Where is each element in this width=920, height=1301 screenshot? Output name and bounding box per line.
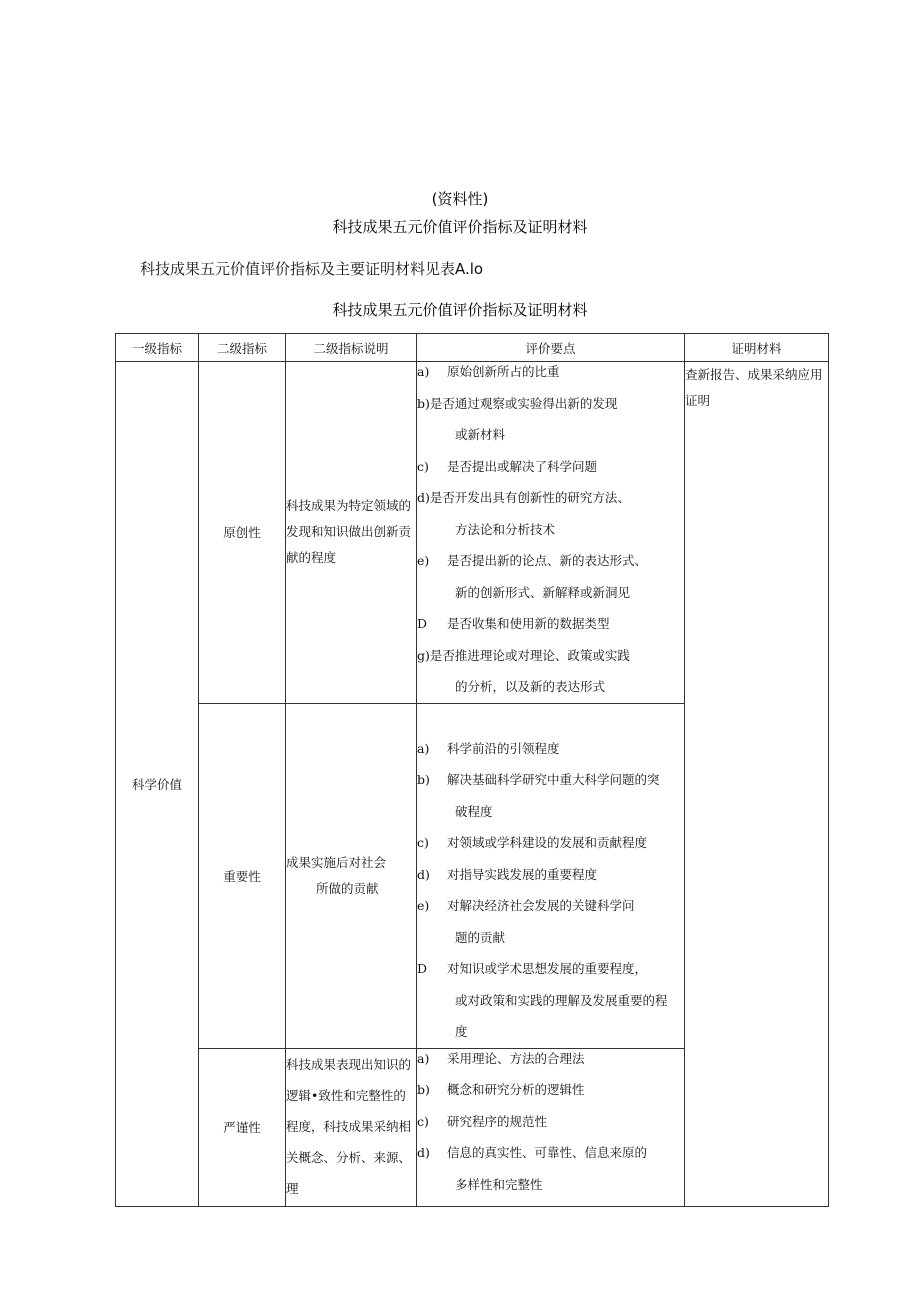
point-item: b) 概念和研究分析的逻辑性	[417, 1082, 585, 1097]
col-header-materials: 证明材料	[685, 334, 829, 362]
appendix-title: 科技成果五元价值评价指标及证明材料	[332, 218, 588, 236]
point-item: b) 解决基础科学研究中重大科学问题的突	[417, 772, 660, 787]
level2-description: 科技成果为特定领域的发现和知识做出创新贡献的程度	[286, 362, 417, 704]
point-continuation: 多样性和完整性	[455, 1176, 543, 1192]
point-continuation: 题的贡献	[455, 929, 506, 945]
evaluation-points	[417, 362, 685, 704]
table-title: 科技成果五元价值评价指标及证明材料	[332, 301, 588, 319]
level2-indicator: 原创性	[199, 362, 286, 704]
point-item: g) 是否推进理论或对理论、政策或实践	[417, 647, 630, 663]
col-header-description: 二级指标说明	[286, 334, 417, 362]
table-row	[116, 362, 829, 704]
col-header-level2: 二级指标	[199, 334, 286, 362]
point-item: D 对知识或学术思想发展的重要程度，	[417, 961, 648, 976]
point-item: b) 是否通过观察或实验得出新的发现	[417, 395, 618, 411]
col-header-level1: 一级指标	[116, 334, 199, 362]
level1-indicator: 科学价值	[116, 362, 199, 1207]
level2-description: 科技成果表现出知识的逻辑•致性和完整性的程度，科技成果采纳相关概念、分析、来源、理	[286, 1048, 417, 1206]
point-continuation: 破程度	[455, 803, 493, 819]
evidence-materials: 查新报告、成果采纳应用证明	[685, 362, 829, 1207]
point-item: e) 是否提出新的论点、新的表达形式、	[417, 553, 648, 568]
point-item: c) 是否提出或解决了科学问题	[417, 458, 598, 474]
point-continuation: 的分析，以及新的表达形式	[455, 679, 606, 694]
point-item: a) 科学前沿的引领程度	[417, 740, 560, 756]
level2-indicator: 重要性	[199, 703, 286, 1048]
intro-sentence: 科技成果五元价值评价指标及主要证明材料见表A.lo	[140, 260, 484, 278]
evaluation-points	[417, 703, 685, 1048]
appendix-label: (资料性)	[431, 190, 489, 208]
point-item: c) 对领域或学科建设的发展和贡献程度	[417, 835, 648, 850]
point-continuation: 或对政策和实践的理解及发展重要的程	[455, 992, 668, 1008]
col-header-points: 评价要点	[417, 334, 685, 362]
point-item: D 是否收集和使用新的数据类型	[417, 616, 610, 631]
point-continuation: 度	[455, 1024, 468, 1039]
point-item: d) 信息的真实性、可靠性、信息来原的	[417, 1145, 648, 1160]
point-item: a) 采用理论、方法的合理法	[417, 1050, 585, 1066]
indicator-table	[115, 333, 829, 1207]
point-item: c) 研究程序的规范性	[417, 1113, 548, 1129]
level2-indicator: 严谨性	[199, 1048, 286, 1206]
point-continuation: 方法论和分析技术	[455, 521, 556, 537]
point-item: e) 对解决经济社会发展的关键科学问	[417, 898, 635, 913]
level2-description: 成果实施后对社会 所做的贡献	[286, 703, 417, 1048]
point-continuation: 或新材料	[455, 427, 506, 442]
point-item: a) 原始创新所占的比重	[417, 364, 560, 379]
point-item: d) 是否开发出具有创新性的研究方法、	[417, 490, 630, 505]
evaluation-points	[417, 1048, 685, 1206]
point-continuation: 新的创新形式、新解释或新洞见	[455, 584, 631, 600]
point-item: d) 对指导实践发展的重要程度	[417, 866, 598, 882]
